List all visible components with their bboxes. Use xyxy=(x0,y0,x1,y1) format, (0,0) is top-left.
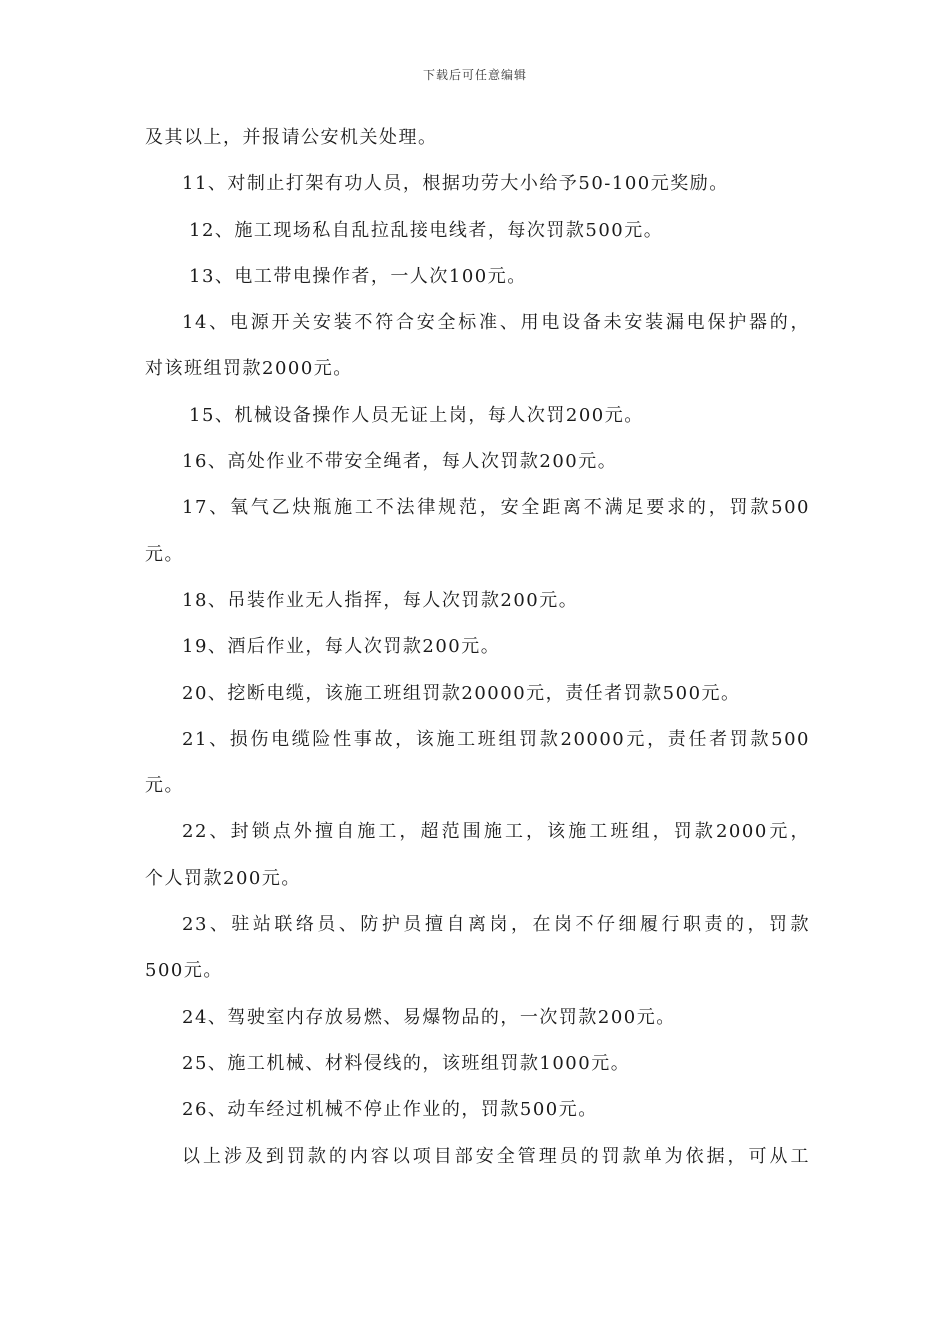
rule-item-21: 21、损伤电缆险性事故，该施工班组罚款20000元，责任者罚款500 xyxy=(182,728,810,750)
rule-item-14-continuation: 对该班组罚款2000元。 xyxy=(145,358,353,380)
rule-item-22: 22、封锁点外擅自施工，超范围施工，该施工班组，罚款2000元， xyxy=(182,821,810,843)
rule-item-23: 23、驻站联络员、防护员擅自离岗，在岗不仔细履行职责的，罚款 xyxy=(182,914,810,936)
rule-item-22-continuation: 个人罚款200元。 xyxy=(145,867,301,889)
rule-item-23-continuation: 500元。 xyxy=(145,960,223,982)
rule-item-11: 11、对制止打架有功人员，根据功劳大小给予50-100元奖励。 xyxy=(182,173,729,195)
rule-item-13: 13、电工带电操作者，一人次100元。 xyxy=(189,265,527,287)
rule-item-18: 18、吊装作业无人指挥，每人次罚款200元。 xyxy=(182,589,579,611)
document-body xyxy=(145,124,810,1189)
rule-item-19: 19、酒后作业，每人次罚款200元。 xyxy=(182,636,501,658)
rule-item-14: 14、电源开关安装不符合安全标准、用电设备未安装漏电保护器的， xyxy=(182,312,810,334)
page-header: 下载后可任意编辑 xyxy=(422,68,527,82)
closing-paragraph: 以上涉及到罚款的内容以项目部安全管理员的罚款单为依据，可从工 xyxy=(182,1145,810,1167)
paragraph-line: 及其以上，并报请公安机关处理。 xyxy=(145,127,438,148)
rule-item-26: 26、动车经过机械不停止作业的，罚款500元。 xyxy=(182,1099,598,1121)
rule-item-17-continuation: 元。 xyxy=(145,543,184,565)
rule-item-25: 25、施工机械、材料侵线的，该班组罚款1000元。 xyxy=(182,1052,631,1074)
rule-item-20: 20、挖断电缆，该施工班组罚款20000元，责任者罚款500元。 xyxy=(182,682,741,704)
rule-item-12: 12、施工现场私自乱拉乱接电线者，每次罚款500元。 xyxy=(189,219,664,241)
rule-item-17: 17、氧气乙炔瓶施工不法律规范，安全距离不满足要求的，罚款500 xyxy=(182,497,810,519)
rule-item-15: 15、机械设备操作人员无证上岗，每人次罚200元。 xyxy=(189,404,644,426)
rule-item-16: 16、高处作业不带安全绳者，每人次罚款200元。 xyxy=(182,451,618,473)
rule-item-21-continuation: 元。 xyxy=(145,775,184,797)
rule-item-24: 24、驾驶室内存放易燃、易爆物品的，一次罚款200元。 xyxy=(182,1006,676,1028)
